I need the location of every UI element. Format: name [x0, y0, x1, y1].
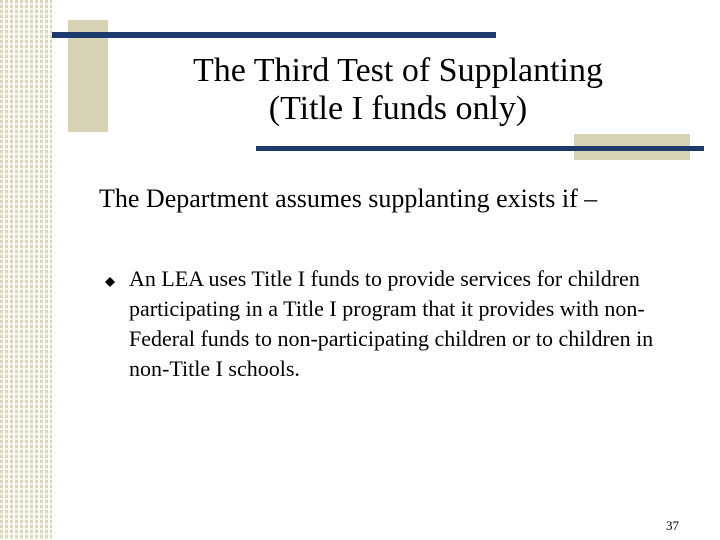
intro-text: The Department assumes supplanting exists if – [99, 184, 598, 213]
title-decoration-line-top [52, 32, 496, 38]
diamond-bullet-icon [105, 277, 115, 287]
bullet-item [105, 264, 695, 384]
title-decoration-line-bottom [256, 146, 704, 151]
slide-title-line-2: (Title I funds only) [268, 90, 528, 127]
slide-title [108, 52, 688, 128]
page-number: 37 [666, 518, 679, 533]
slide-title-line-1: The Third Test of Supplanting [193, 52, 603, 89]
decorative-side-strip [0, 0, 52, 540]
bullet-text: An LEA uses Title I funds to provide services for children participating in a Title I program that it provides with non-Federal funds to non-participating children or to children in non-Title I schools. [129, 266, 654, 381]
